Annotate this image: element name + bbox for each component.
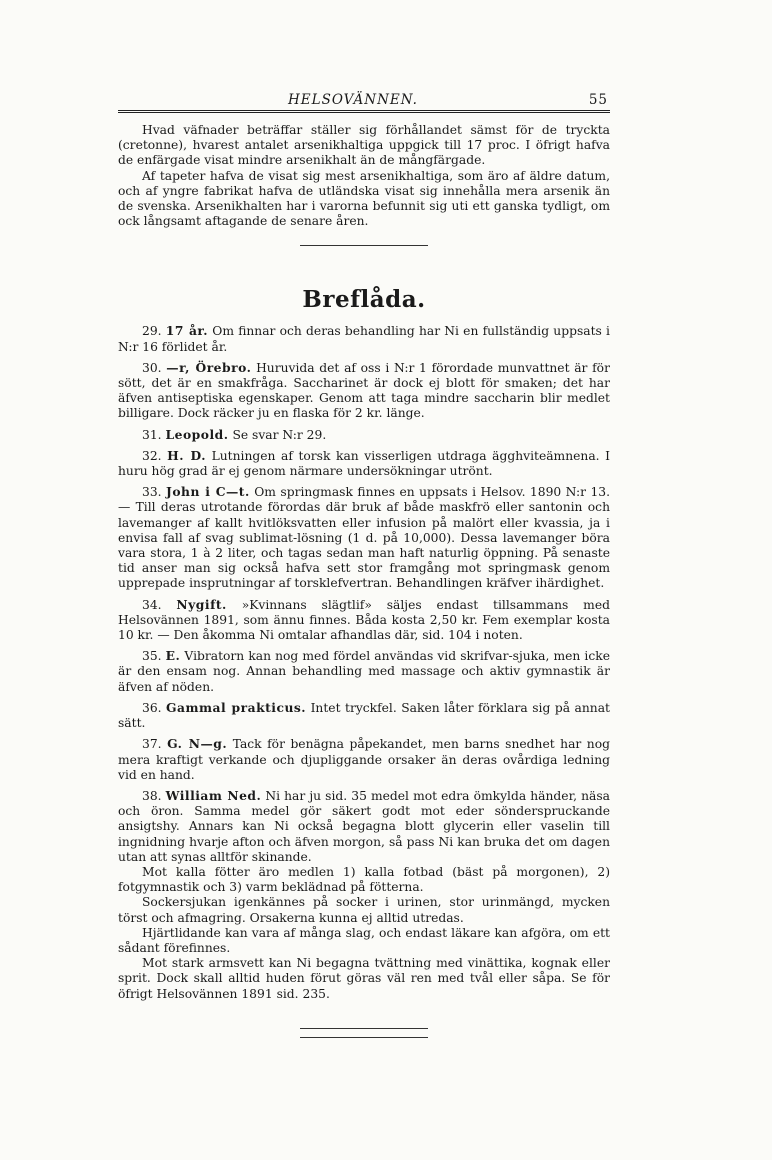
entry-text: »Kvinnans slägtlif» säljes endast tillsammans med Helsovännen 1891, som ännu finnes. Båda kosta 2,50 kr. Fem exemplar kosta 10 kr. — Den åkomma Ni omtalar afhandlas där, sid. 104 i noten.: [118, 597, 610, 643]
entry-number: 29.: [142, 324, 162, 339]
intro-paragraph: Hvad väfnader beträffar ställer sig förhållandet sämst för de tryckta (cretonne), hvarest antalet arsenikhaltiga uppgick till 17 proc. I öfrigt hafva de enfärgade visat mindre arsenikhalt än de mångfärgade.: [118, 123, 610, 168]
entry-text: Ni har ju sid. 35 medel mot edra ömkylda händer, näsa och öron. Samma medel gör säkert godt mot eder sönderspruckande ansigtshy. Annars kan Ni också begagna blott glycerin eller vaselin till ingnidning hvarje afton och äfven morgon, så pass Ni kan bruka det om dagen utan att synas alltför skinande.: [118, 788, 610, 864]
end-divider: [300, 1028, 428, 1029]
entry-text: Vibratorn kan nog med fördel användas vid skrifvar-sjuka, men icke är den ensam nog. Annan behandling med massage och aktiv gymnastik är äfven af nöden.: [118, 649, 610, 694]
section-title: Breflåda.: [302, 286, 426, 314]
letter-entry: [118, 448, 610, 479]
letter-entry: [118, 700, 610, 731]
entry-continuation: Sockersjukan igenkännes på socker i urinen, stor urinmängd, mycken törst och afmagring. Orsakerna kunna ej alltid utredas.: [118, 895, 610, 925]
entry-text: Lutningen af torsk kan visserligen utdraga ägghviteämnena. I huru hög grad är ej genom närmare undersökningar utrönt.: [118, 448, 610, 479]
entry-number: 32.: [142, 448, 162, 463]
entry-correspondent: William Ned.: [165, 787, 262, 803]
letter-entry: [118, 484, 610, 591]
entry-number: 30.: [142, 360, 162, 375]
entry-text: Om springmask finnes en uppsats i Helsov. 1890 N:r 13. — Till deras utrotande förordas där bruk af både maskfrö eller santonin och lavemanger af kallt hvitlöksvatten eller infusion på malört eller kvassia, ja i envisa fall af svag sublimat-lösning (1 d. på 10,000). Dessa lavemanger böra vara stora, 1 à 2 liter, och tagas sedan man haft naturlig öppning. På senaste tid anser man sig också hafva sett stor framgång mot springmask genom upprepade insprutningar af torsklefvertran. Behandlingen kräfver ihärdighet.: [118, 485, 611, 591]
entry-continuation: Mot stark armsvett kan Ni begagna tvättning med vinättika, kognak eller sprit. Dock skall alltid huden förut göras väl ren med tvål eller såpa. Se för öfrigt Helsovännen 1891 sid. 235.: [118, 956, 610, 1001]
letter-entry: [118, 648, 610, 695]
running-title: HELSOVÄNNEN.: [288, 92, 418, 108]
page-number: 55: [588, 92, 608, 108]
entry-text: Huruvida det af oss i N:r 1 förordade munvattnet är för sött, det är en smakfråga. Saccharinet är dock ej blott för smaken; det har äfven antiseptiska egenskaper. Genom att taga mindre saccharin blir medlet billigare. Dock räcker ju en flaska för 2 kr. länge.: [118, 360, 610, 421]
entry-number: 34.: [142, 597, 162, 612]
entry-text: Se svar N:r 29.: [232, 427, 327, 442]
entry-correspondent: Nygift.: [176, 596, 227, 612]
letter-entry: [118, 597, 610, 644]
letter-entry: [118, 736, 610, 783]
entry-continuation: Mot kalla fötter äro medlen 1) kalla fotbad (bäst på morgonen), 2) fotgymnastik och 3) varm beklädnad på fötterna.: [118, 864, 610, 895]
entry-correspondent: John i C—t.: [166, 484, 250, 500]
letterbox-entries: [118, 323, 610, 1001]
document-page: [118, 92, 610, 1038]
entry-number: 37.: [142, 737, 162, 752]
intro-section: [118, 123, 610, 229]
letter-entry: [118, 788, 610, 865]
section-divider: [300, 245, 428, 246]
end-divider-lower: [300, 1037, 428, 1038]
entry-continuation: Hjärtlidande kan vara af många slag, och endast läkare kan afgöra, om ett sådant förefinnes.: [118, 925, 610, 955]
entry-number: 36.: [142, 700, 162, 715]
entry-correspondent: E.: [165, 648, 181, 664]
entry-correspondent: G. N—g.: [167, 736, 228, 752]
running-header: [118, 92, 610, 113]
letter-entry: [118, 323, 610, 354]
entry-correspondent: 17 år.: [165, 323, 209, 339]
entry-text: Tack för benägna påpekandet, men barns snedhet har nog mera kraftigt verkande och djupliggande orsaker än deras ovårdiga ledning vid en hand.: [118, 737, 610, 782]
entry-correspondent: H. D.: [167, 447, 206, 463]
entry-number: 31.: [142, 427, 162, 442]
entry-number: 35.: [142, 649, 162, 664]
intro-paragraph: Af tapeter hafva de visat sig mest arsenikhaltiga, som äro af äldre datum, och af yngre fabrikat hafva de utländska visat sig innehålla mera arsenik än de svenska. Arsenikhalten har i varorna befunnit sig uti ett ganska tydligt, om ock långsamt aftagande de senare åren.: [118, 168, 610, 229]
entry-text: Intet tryckfel. Saken låter förklara sig på annat sätt.: [118, 700, 610, 731]
entry-text: Om finnar och deras behandling har Ni en fullständig uppsats i N:r 16 förlidet år.: [118, 324, 610, 354]
entry-number: 38.: [142, 788, 162, 803]
entry-number: 33.: [142, 485, 162, 500]
entry-correspondent: —r, Örebro.: [166, 359, 252, 375]
entry-correspondent: Leopold.: [165, 426, 229, 442]
letter-entry: [118, 360, 610, 422]
entry-correspondent: Gammal prakticus.: [166, 699, 307, 715]
letter-entry: [118, 427, 610, 443]
